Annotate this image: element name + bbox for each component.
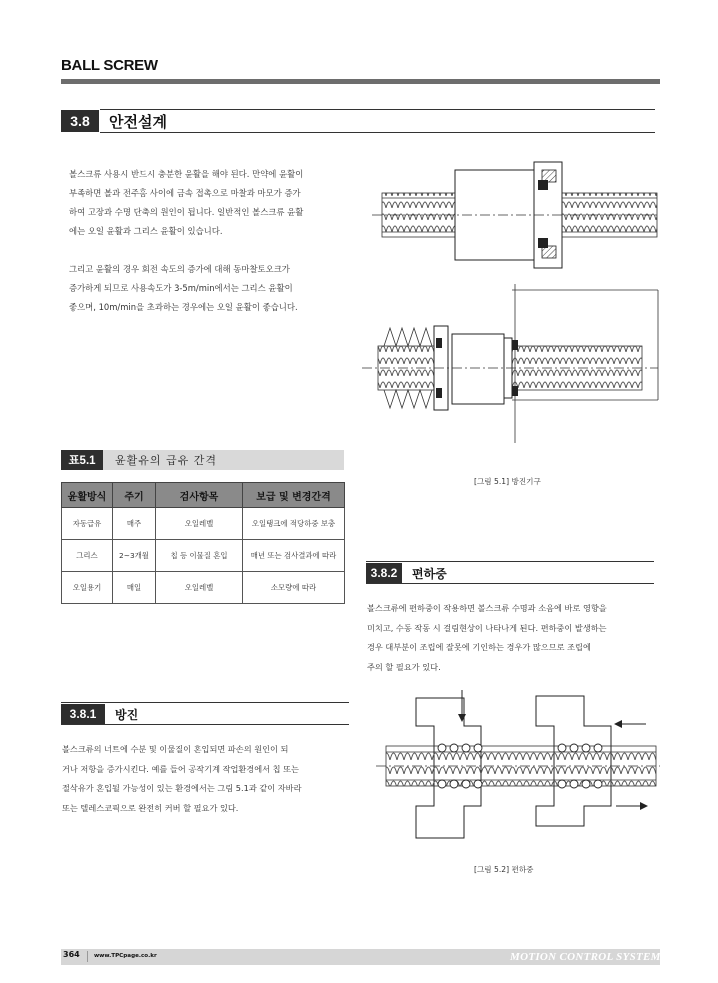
figure-eccentric-load-drawing	[376, 690, 661, 845]
table-cell: 매일	[113, 572, 156, 604]
section-382-paragraph	[367, 599, 657, 677]
table-cell: 오일탱크에 적당하중 보충	[243, 508, 345, 540]
text-line: 거나 저항을 증가시킨다. 예를 들어 공작기계 작업환경에서 칩 또는	[62, 763, 299, 774]
text-line: 하여 고장과 수명 단축의 원인이 됩니다. 일반적인 볼스크류 윤활	[69, 207, 304, 217]
table-cell: 오일레벨	[156, 572, 243, 604]
section-heading-3-8-2	[366, 563, 447, 583]
footer-separator	[87, 951, 88, 962]
upper-screw-assembly	[372, 162, 657, 268]
text-line: 미치고, 수동 작동 시 걸림현상이 나타나게 된다. 편하중이 발생하는	[367, 622, 607, 633]
text-line: 주의 할 필요가 있다.	[367, 661, 441, 672]
text-line: 부족하면 볼과 전주홈 사이에 금속 접촉으로 마찰과 마모가 증가	[69, 188, 301, 198]
section-382-rule-bottom	[366, 583, 654, 584]
section-381-rule-top	[61, 702, 349, 703]
text-line: 그리고 윤활의 경우 회전 속도의 증가에 대해 동마찰토오크가	[69, 264, 290, 274]
table-caption	[61, 450, 344, 470]
brand-title: BALL SCREW	[61, 57, 158, 74]
table-header-cell: 윤활방식	[62, 483, 113, 508]
table-cell: 오일레벨	[156, 508, 243, 540]
table-header-cell: 보급 및 변경간격	[243, 483, 345, 508]
intro-paragraph-1	[69, 165, 357, 241]
text-line: 볼스크류의 너트에 수분 및 이물질이 혼입되면 파손의 원인이 되	[62, 744, 289, 754]
header-divider	[61, 79, 660, 84]
table-caption-number: 표5.1	[61, 450, 103, 470]
page-number: 364	[63, 950, 80, 959]
table-cell: 매년 또는 검사결과에 따라	[243, 540, 345, 572]
figure-5-1-caption: [그림 5.1] 방진기구	[474, 477, 541, 486]
text-line: 볼스크류 사용시 반드시 충분한 윤활을 해야 된다. 만약에 윤활이	[69, 169, 304, 179]
intro-paragraph-2	[69, 260, 357, 317]
table-cell: 오일용기	[62, 572, 113, 604]
lubrication-interval-table	[61, 482, 345, 604]
footer-tagline: MOTION CONTROL SYSTEM	[510, 951, 661, 963]
section-number: 3.8.2	[366, 563, 402, 583]
section-title: 안전설계	[109, 112, 167, 131]
text-line: 볼스크류에 편하중이 작용하면 볼스크류 수명과 소음에 바로 영향을	[367, 603, 607, 613]
section-rule-bottom	[100, 132, 655, 133]
table-cell: 매주	[113, 508, 156, 540]
table-cell: 칩 등 이물질 혼입	[156, 540, 243, 572]
table-cell: 자동급유	[62, 508, 113, 540]
table-header-row	[62, 483, 345, 508]
section-number: 3.8.1	[61, 704, 105, 724]
section-381-rule-bottom	[61, 724, 349, 725]
text-line: 또는 텔레스코픽으로 완전히 커버 할 필요가 있다.	[62, 802, 239, 813]
section-382-rule-top	[366, 561, 654, 562]
table-header-cell: 검사항목	[156, 483, 243, 508]
table-header-cell: 주기	[113, 483, 156, 508]
text-line: 증가하게 되므로 사용속도가 3-5m/min에서는 그리스 윤활이	[69, 283, 293, 293]
table-row	[62, 508, 345, 540]
text-line: 경우 대부분이 조립에 잘못에 기인하는 경우가 많으므로 조립에	[367, 642, 591, 652]
figure-5-2-caption: [그림 5.2] 편하중	[474, 865, 534, 874]
section-number: 3.8	[61, 110, 99, 132]
section-381-paragraph	[62, 740, 358, 818]
section-heading-3-8	[61, 110, 167, 132]
text-line: 절삭유가 혼입될 가능성이 있는 환경에서는 그림 5.1과 같이 자바라	[62, 783, 302, 793]
table-row	[62, 540, 345, 572]
section-title: 방진	[115, 707, 139, 722]
figure-dustproof-drawing	[362, 148, 662, 448]
text-line: 에는 오일 윤활과 그리스 윤활이 있습니다.	[69, 226, 223, 236]
text-line: 좋으며, 10m/min을 초과하는 경우에는 오일 윤활이 좋습니다.	[69, 302, 298, 312]
table-row	[62, 572, 345, 604]
footer-url-link[interactable]: www.TPCpage.co.kr	[94, 953, 157, 959]
section-rule-top	[100, 109, 655, 110]
section-heading-3-8-1	[61, 704, 138, 724]
table-cell: 2~3개월	[113, 540, 156, 572]
table-caption-title: 윤활유의 급유 간격	[115, 454, 218, 467]
table-cell: 소모량에 따라	[243, 572, 345, 604]
lower-screw-assembly	[362, 284, 658, 443]
table-cell: 그리스	[62, 540, 113, 572]
section-title: 편하중	[412, 566, 447, 581]
